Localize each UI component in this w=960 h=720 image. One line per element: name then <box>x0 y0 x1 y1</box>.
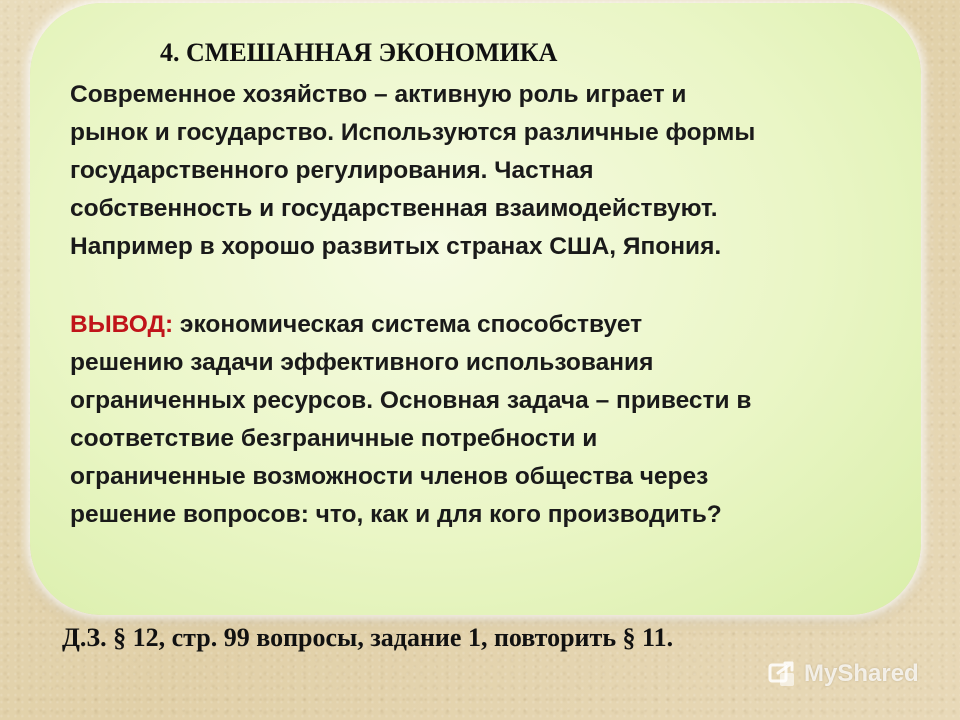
paragraph-line: рынок и государство. Используются различные формы <box>70 119 756 146</box>
paragraph-line: Современное хозяйство – активную роль играет и <box>70 81 687 108</box>
conclusion-label: ВЫВОД: <box>70 311 174 338</box>
conclusion-text: экономическая система способствует <box>173 311 643 338</box>
conclusion-line: решение вопросов: что, как и для кого производить? <box>70 501 722 528</box>
slide-title: 4. СМЕШАННАЯ ЭКОНОМИКА <box>160 38 558 67</box>
watermark-text: MyShared <box>804 660 919 687</box>
paragraph-line: собственность и государственная взаимодействуют. <box>70 195 718 222</box>
conclusion-line: решению задачи эффективного использования <box>70 349 654 376</box>
conclusion-line: ограниченных ресурсов. Основная задача – привести в <box>70 387 752 414</box>
myshared-logo-icon <box>768 659 798 689</box>
paragraph-line: государственного регулирования. Частная <box>70 157 594 184</box>
conclusion-first-line <box>70 306 751 344</box>
paragraph-mixed-economy <box>70 76 755 266</box>
paragraph-conclusion <box>70 306 751 534</box>
conclusion-line: соответствие безграничные потребности и <box>70 425 598 452</box>
paragraph-line: Например в хорошо развитых странах США, Япония. <box>70 233 722 260</box>
conclusion-line: ограниченные возможности членов общества через <box>70 463 709 490</box>
homework-text: Д.З. § 12, стр. 99 вопросы, задание 1, повторить § 11. <box>62 623 674 652</box>
watermark <box>768 656 919 692</box>
